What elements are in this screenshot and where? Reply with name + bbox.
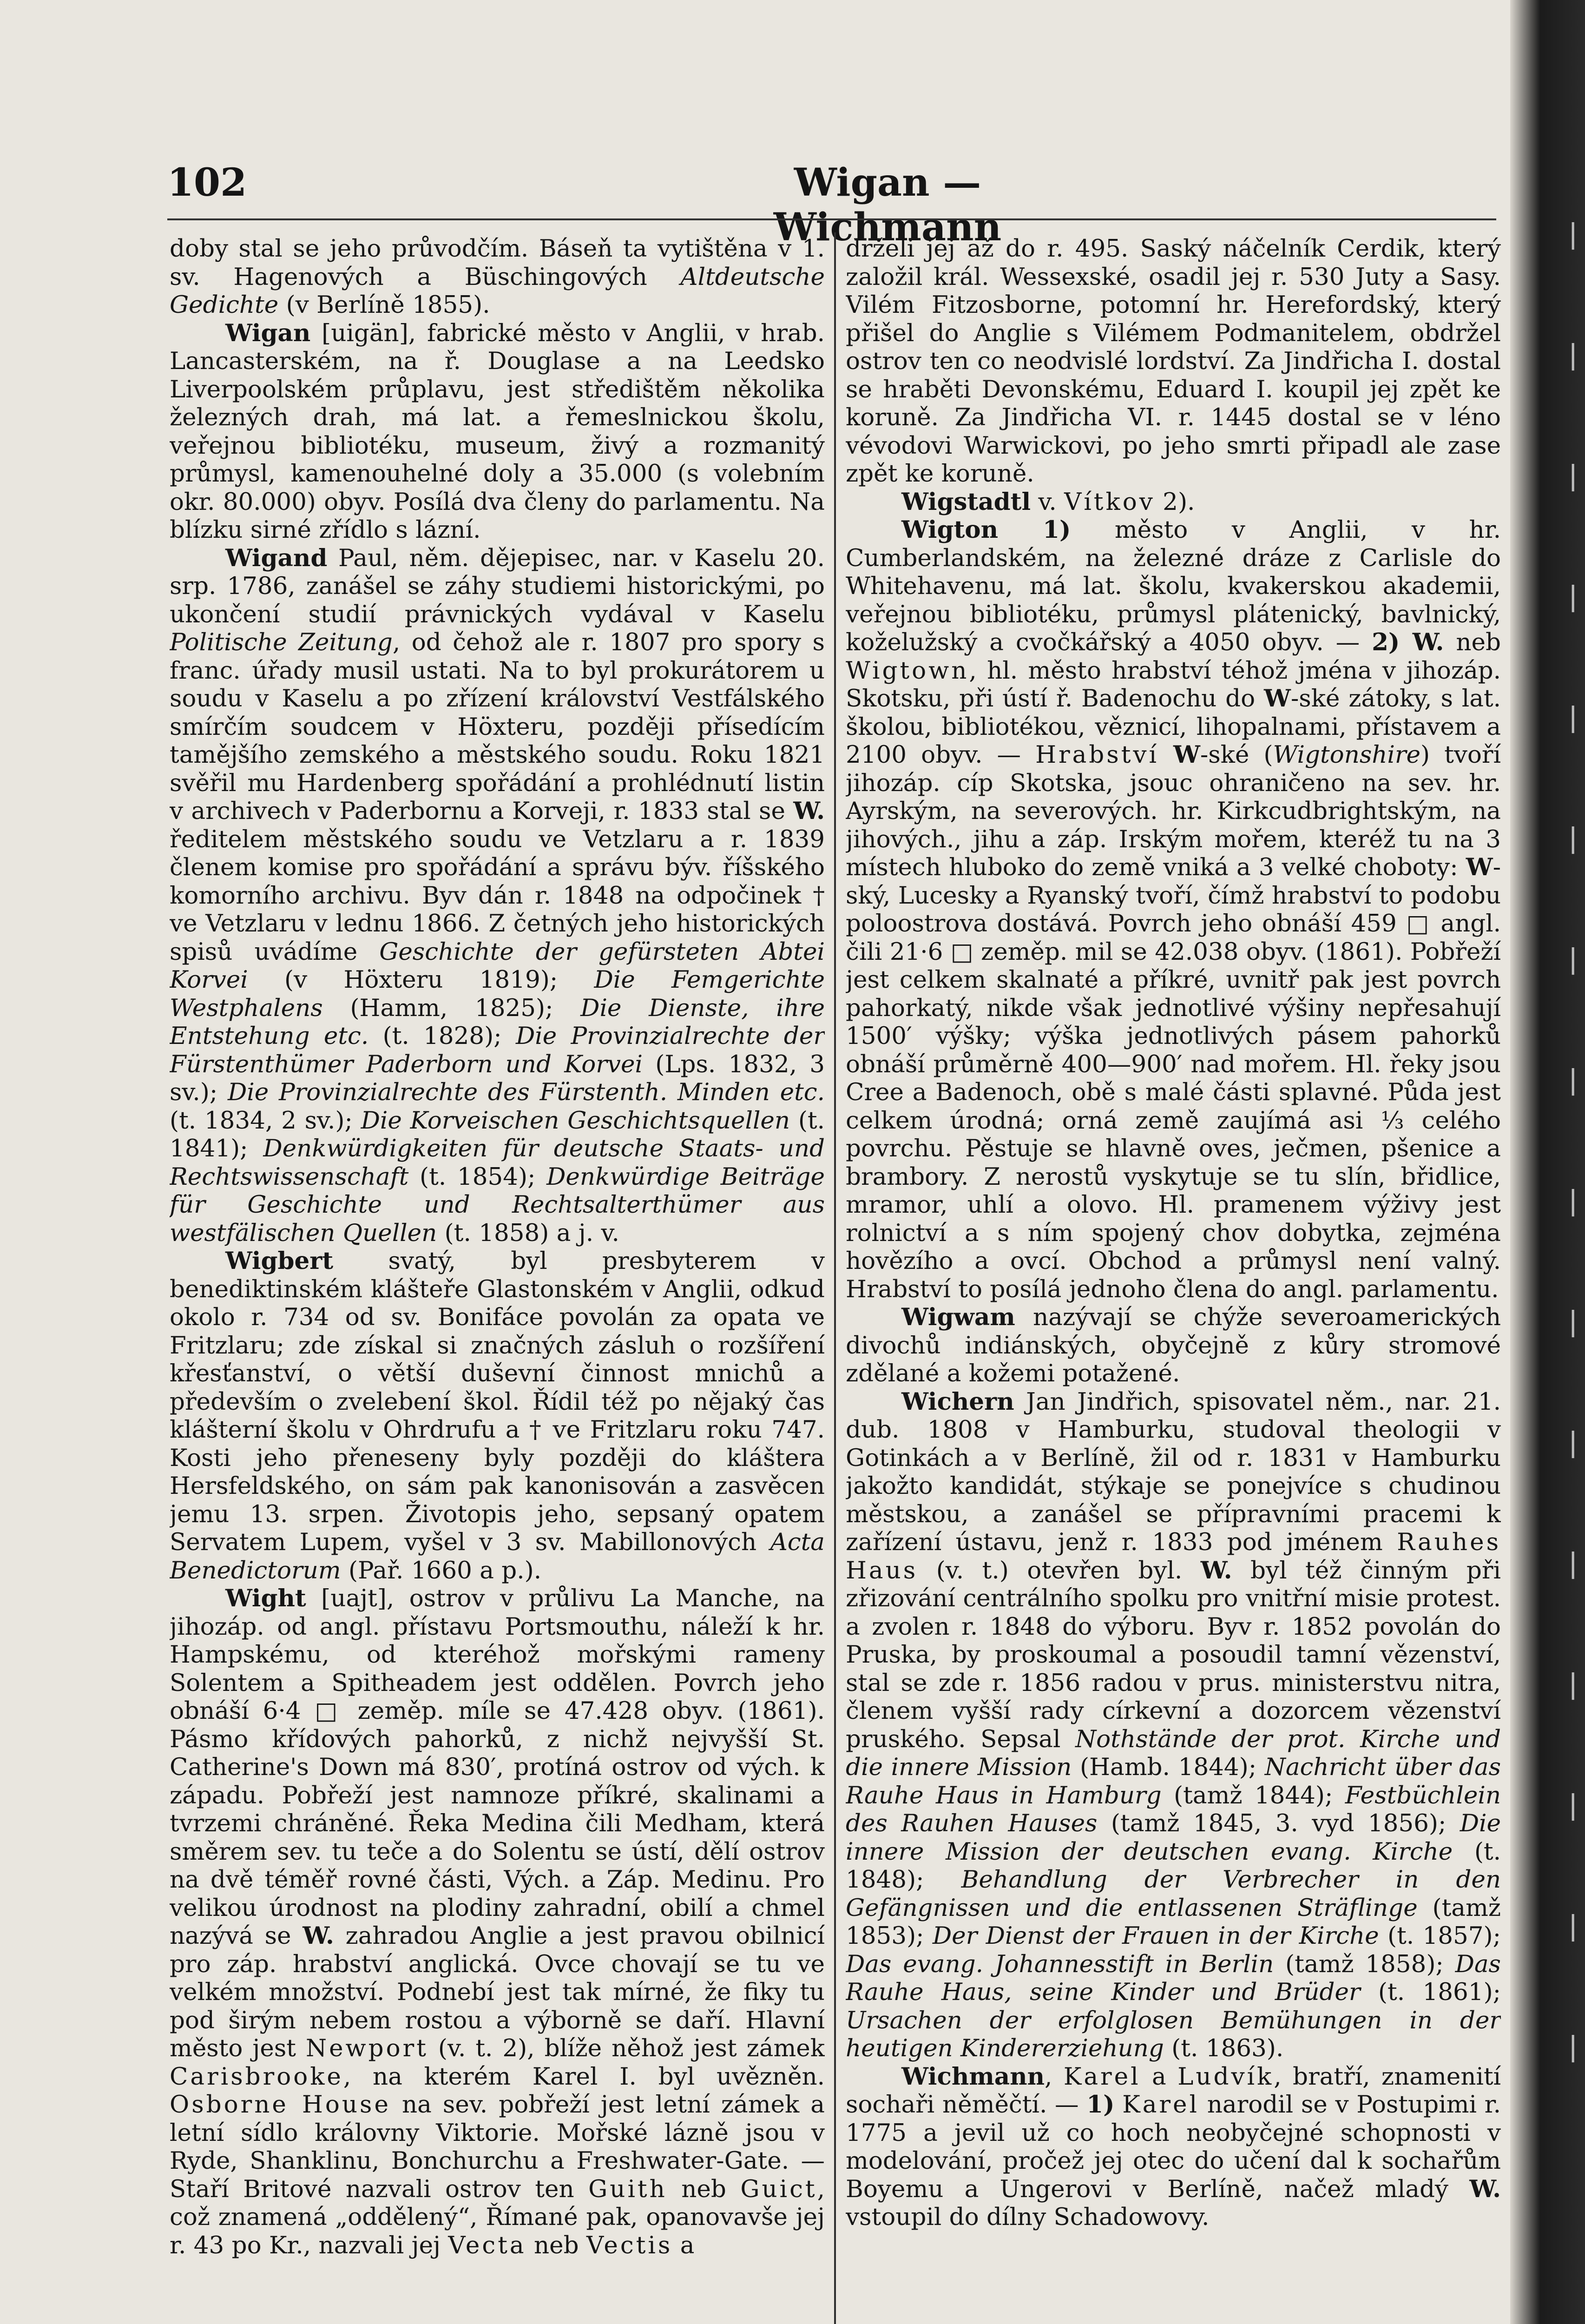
entry-text: město v Anglii, v hr. Cumberlandském, na železné dráze z Carlisle do Whitehavenu, má lat. školu, kvakerskou akademii, veřejnou bibliotéku, průmysl plátenický, bavlnický, koželužský a cvočkářský a 4050 obyv. — — [846, 516, 1501, 656]
italic-title: Das Rauhe Haus, seine Kinder und Brüder — [846, 1950, 1501, 2006]
italic-title: Denkwürdige Beiträge für Geschichte und Rechtsalterthümer aus westfälischen Quellen — [170, 1162, 825, 1247]
entry-headword: Wigstadtl — [901, 488, 1031, 516]
entry-text: doby stal se jeho průvodčím. Báseň ta vytištěna v 1. sv. Hagenových a Büschingových — [170, 235, 825, 291]
entry-text: neb — [526, 2231, 586, 2259]
spaced-term: Vítkov — [1064, 488, 1155, 516]
entry-text: (Hamb. 1844); — [1072, 1753, 1265, 1781]
entry-text: -ské ( — [1200, 741, 1273, 769]
entry-text: ředitelem městského soudu ve Vetzlaru a r. 1839 členem komise pro spořádání a správu býv. říšského komorního archivu. Byv dán r. 1848 na odpočinek † ve Vetzlaru v lednu 1866. Z četných jeho historických spisů uvádíme — [170, 825, 825, 966]
entry-text: (tamž 1853); — [846, 1894, 1501, 1950]
bold-term: W. — [1469, 2175, 1501, 2203]
entry-text: svatý, byl presbyterem v benediktinském klášteře Glastonském v Anglii, odkud okolo r. 734 od sv. Bonifáce povolán za opata ve Fritzlaru; zde získal si značných zásluh o rozšíření křesťanství, o větší duševní činnost mnichů a především o zvelebení škol. Řídil též po nějaký čas klášterní školu v Ohrdrufu a † ve Fritzlaru roku 747. Kosti jeho přeneseny byly později do kláštera Hersfeldského, on sám pak kanonisován a zasvěcen jemu 13. srpen. Životopis jeho, sepsaný opatem Servatem Lupem, vyšel v 3 sv. Mabillonových — [170, 1247, 825, 1556]
spaced-term: Vectis — [586, 2231, 673, 2259]
entry-text: (t. 1858) a j. v. — [437, 1219, 619, 1247]
entry-text: (tamž 1858); — [1274, 1950, 1455, 1978]
entry-text: , hl. město hrabství téhož jména v jihozáp. Skotsku, při ústí ř. Badenochu do — [846, 656, 1501, 713]
entry-text: (v Berlíně 1855). — [278, 291, 490, 319]
entry-text — [1114, 2091, 1122, 2119]
entry-continuation — [846, 235, 1501, 488]
spaced-term: Newport — [306, 2034, 428, 2062]
entry-text: 2). — [1155, 488, 1195, 516]
bold-term: W — [1466, 853, 1493, 881]
bold-term: 2) W. — [1372, 628, 1444, 656]
italic-title: Die Provinzialrechte des Fürstenth. Minden etc. — [228, 1078, 825, 1106]
entry-headword: Wigand — [225, 544, 328, 572]
dictionary-entry — [846, 1388, 1501, 2063]
spaced-term: Osborne House — [170, 2091, 391, 2119]
entry-text: (t. 1861); — [1360, 1978, 1501, 2006]
entry-text: (Pař. 1660 a p.). — [341, 1556, 542, 1585]
entry-continuation — [170, 235, 825, 319]
entry-text: (t. 1857); — [1379, 1922, 1501, 1950]
spaced-term: Karel — [1063, 2062, 1141, 2091]
spaced-term: Wigtown — [846, 656, 969, 685]
entry-headword: Wigbert — [225, 1247, 334, 1275]
entry-text: neb — [667, 2175, 741, 2203]
italic-title: Nothstände der prot. Kirche und die innere Mission — [846, 1725, 1501, 1781]
italic-title: Die Korveischen Geschichtsquellen — [361, 1106, 790, 1135]
entry-text: (tamž 1845, 3. vyd 1856); — [1097, 1809, 1460, 1837]
header-rule — [167, 218, 1496, 220]
entry-text: , na kterém Karel I. byl uvězněn. — [343, 2062, 825, 2091]
entry-text: narodil se v Postupimi r. 1775 a jevil už co hoch neobyčejné schopnosti v modelování, pročež jej otec do učení dal k sochařům Boyemu a Ungerovi v Berlíně, načež mladý — [846, 2091, 1501, 2203]
column-divider — [834, 232, 836, 2324]
italic-title: Behandlung der Verbrecher in den Gefängnissen und die entlassenen Sträflinge — [846, 1866, 1501, 1922]
bold-term: W — [1173, 741, 1200, 769]
dictionary-entry — [846, 2063, 1501, 2232]
entry-text: vstoupil do dílny Schadowovy. — [846, 2203, 1210, 2231]
page-edge-marks: ∣ ∣ ∣ ∣ ∣ ∣ ∣ ∣ ∣ ∣ ∣ ∣ ∣ ∣ ∣ ∣ — [1568, 220, 1578, 2067]
italic-title: Politische Zeitung — [170, 628, 393, 656]
page-header — [167, 160, 1496, 250]
spaced-term: Hrabství — [1035, 741, 1159, 769]
spaced-term: Vecta — [448, 2231, 526, 2259]
entry-headword: Wichern — [901, 1387, 1014, 1416]
italic-title: Ursachen der erfolglosen Bemühungen in der heutigen Kindererziehung — [846, 2006, 1501, 2062]
entry-text: a — [672, 2231, 695, 2259]
entry-text: -ské zátoky, s lat. školou, bibliotékou, věznicí, lihopalnami, přístavem a 2100 obyv. — — [846, 685, 1501, 769]
dictionary-entry — [846, 516, 1501, 1303]
italic-title: Altdeutsche Gedichte — [170, 263, 825, 319]
entry-text: (Hamm, 1825); — [322, 994, 581, 1022]
italic-title: Festbüchlein des Rauhen Hauses — [846, 1781, 1501, 1837]
bold-term: W. — [793, 797, 825, 825]
spaced-term: Guith — [588, 2175, 667, 2203]
entry-text: neb — [1444, 628, 1501, 656]
spaced-term: Karel — [1122, 2091, 1199, 2119]
entry-text: nazývají se chýže severoamerických divochů indiánských, obyčejně z kůry stromové zdělané a kožemi potažené. — [846, 1303, 1501, 1387]
entry-text: (tamž 1844); — [1161, 1781, 1345, 1809]
entry-text: , od čehož ale r. 1807 pro spory s franc. úřady musil ustati. Na to byl prokurátorem u soudu v Kaselu a po zřízení království Vestfálského smírčím soudcem v Höxteru, později přísedícím tamějšího zemského a městského soudu. Roku 1821 svěřil mu Hardenberg spořádání a prohlédnutí listin v archivech v Paderbornu a Korveji, r. 1833 stal se — [170, 628, 825, 825]
entry-text: [uajt], ostrov v průlivu La Manche, na jihozáp. od angl. přístavu Portsmouthu, náleží k hr. Hampskému, od kteréhož mořskými rameny Solentem a Spitheadem jest oddělen. Povrch jeho obnáší 6·4 □ zeměp. míle se 47.428 obyv. (1861). Pásmo křídových pahorků, z nichž nejvyšší St. Catherine's Down má 830′, protíná ostrov od vých. k západu. Pobřeží jest namnoze příkré, skalinami a tvrzemi chráněné. Řeka Medina čili Medham, která směrem sev. tu teče a do Solentu se ústí, dělí ostrov na dvě téměř rovné části, Vých. a Záp. Medinu. Pro velikou úrodnost na plodiny zahradní, obilí a chmel nazývá se — [170, 1585, 825, 1950]
entry-text: (t. 1854); — [408, 1162, 547, 1191]
italic-title: Die innere Mission der deutschen evang. Kirche — [846, 1809, 1501, 1866]
entry-text: (t. 1841); — [170, 1106, 825, 1162]
spaced-term: Ludvík — [1177, 2062, 1274, 2091]
entry-text: (t. 1848); — [846, 1837, 1501, 1894]
entry-text: Paul, něm. dějepisec, nar. v Kaselu 20. srp. 1786, zanášel se záhy studiemi historickými, po ukončení studií právnických vydával v Kaselu — [170, 544, 825, 628]
entry-text: a — [1140, 2062, 1178, 2091]
entry-headword: Wigton 1) — [901, 516, 1071, 544]
entry-text: (v Höxteru 1819); — [248, 966, 594, 994]
italic-title: Die Dienste, ihre Entstehung etc. — [170, 994, 825, 1050]
running-head: Wigan — Wichmann — [773, 160, 1002, 250]
entry-text: (t. 1828); — [368, 1022, 516, 1050]
entry-text: [uigän], fabrické město v Anglii, v hrab. Lancasterském, na ř. Douglase a na Leedsko Liverpoolském průplavu, jest středištěm několika železných drah, má lat. a řemeslnickou školu, veřejnou bibliotéku, museum, živý a rozmanitý průmysl, kamenouhelné doly a 35.000 (s volebním okr. 80.000) obyv. Posílá dva členy do parlamentu. Na blízku sirné zřídlo s lázní. — [170, 319, 825, 544]
entry-text: , což znamená „oddělený“, Římané pak, opanovavše jej r. 43 po Kr., nazvali jej — [170, 2175, 825, 2259]
bold-term: W. — [1200, 1556, 1232, 1585]
entry-text: -ský, Lucesky a Ryanský tvoří, čímž hrabství to podobu poloostrova dostává. Povrch jeho obnáší 459 □ angl. čili 21·6 □ zeměp. mil se 42.038 obyv. (1861). Pobřeží jest celkem skalnaté a příkré, uvnitř pak jest povrch pahorkatý, nikde však jednotlivé výšiny nepřesahují 1500′ výšky; výška jednotlivých pásem pahorků obnáší průměrně 400—900′ nad mořem. Hl. řeky jsou Cree a Badenoch, obě s malé části splavné. Půda jest celkem úrodná; orná země zaujímá asi ⅓ celého povrchu. Pěstuje se hlavně oves, ječmen, pšenice a brambory. Z nerostů vyskytuje se tu slín, břidlice, mramor, uhlí a olovo. Hl. pramenem výživy jest rolnictví a s ním spojený chov dobytka, zejména hovězího a ovcí. Obchod a průmysl není valný. Hrabství to posílá jednoho člena do angl. parlamentu. — [846, 853, 1501, 1303]
entry-text: na sev. pobřeží jest letní zámek a letní sídlo královny Viktorie. Mořské lázně jsou v Ryde, Shanklinu, Bonchurchu a Freshwater-Gate. — Staří Britové nazvali ostrov ten — [170, 2091, 825, 2203]
italic-title: Der Dienst der Frauen in der Kirche — [932, 1922, 1379, 1950]
entry-text: (v. t.) otevřen byl. — [918, 1556, 1201, 1585]
dictionary-entry — [170, 1585, 825, 2259]
left-column — [170, 235, 825, 2324]
bold-term: 1) — [1086, 2091, 1115, 2119]
italic-title: Acta Benedictorum — [170, 1528, 825, 1585]
italic-title: Geschichte der gefürsteten Abtei Korvei — [170, 938, 825, 994]
entry-text: ) tvoří jihozáp. cíp Skotska, jsouc ohraničeno na sev. hr. Ayrským, na severových. hr. Kirkcudbrightským, na jihových., jihu a záp. Irským mořem, kteréž tu na 3 místech hluboko do země vniká a 3 velké choboty: — [846, 741, 1501, 881]
entry-text: Jan Jindřich, spisovatel něm., nar. 21. dub. 1808 v Hamburku, studoval theologii v Gotinkách a v Berlíně, žil od r. 1831 v Hamburku jakožto kandidát, stýkaje se ponejvíce s chudinou městskou, a zanášel se přípravními pracemi k zařízení ústavu, jenž r. 1833 pod jménem — [846, 1387, 1501, 1556]
italic-title: Die Provinzialrechte der Fürstenthümer Paderborn und Korvei — [170, 1022, 825, 1078]
bold-term: W — [1264, 685, 1291, 713]
spaced-term: Guict — [740, 2175, 817, 2203]
italic-title: Wigtonshire — [1273, 741, 1421, 769]
entry-text: , — [1045, 2062, 1064, 2091]
entry-text — [1159, 741, 1173, 769]
entry-text: (v. t. 2), blíže něhož jest zámek — [428, 2034, 825, 2062]
dictionary-entry — [170, 544, 825, 1248]
bold-term: W. — [303, 1922, 334, 1950]
right-column — [846, 235, 1501, 2324]
entry-text: zahradou Anglie a jest pravou obilnicí pro záp. hrabství anglická. Ovce chovají se tu ve velkém množství. Podnebí jest tak mírné, že fiky tu pod širým nebem rostou a výborně se daří. Hlavní město jest — [170, 1922, 825, 2062]
entry-text: (t. 1863). — [1164, 2034, 1284, 2062]
entry-text: (t. 1834, 2 sv.); — [170, 1106, 361, 1135]
entry-text: , bratří, znamenití sochaři něměčtí. — — [846, 2062, 1501, 2119]
entry-headword: Wichmann — [901, 2062, 1045, 2091]
italic-title: Die Femgerichte Westphalens — [170, 966, 825, 1022]
entry-headword: Wigan — [225, 319, 311, 347]
dictionary-entry — [170, 319, 825, 544]
dictionary-entry — [846, 1303, 1501, 1388]
page-number: 102 — [167, 160, 247, 205]
italic-title: Denkwürdigkeiten für deutsche Staats- und Rechtswissenschaft — [170, 1135, 825, 1191]
entry-text: (Lps. 1832, 3 sv.); — [170, 1050, 825, 1106]
entry-text: drželi jej až do r. 495. Saský náčelník Cerdik, který založil král. Wessexské, osadil jej r. 530 Juty a Sasy. Vilém Fitzosborne, potomní hr. Herefordský, který přišel do Anglie s Vilémem Podmanitelem, obdržel ostrov ten co neodvislé lordství. Za Jindřicha I. dostal se hraběti Devonskému, Eduard I. koupil jej zpět ke koruně. Za Jindřicha VI. r. 1445 dostal se v léno vévodovi Warwickovi, po jeho smrti připadl ale zase zpět ke koruně. — [846, 235, 1501, 488]
italic-title: Das evang. Johannesstift in Berlin — [846, 1950, 1274, 1978]
dictionary-entry — [170, 1247, 825, 1585]
dictionary-entry — [846, 488, 1501, 516]
entry-text: v. — [1031, 488, 1065, 516]
entry-text: byl též činným při zřizování centrálního spolku pro vnitřní misie protest. a zvolen r. 1848 do výboru. Byv r. 1852 povolán do Pruska, by proskoumal a posoudil tamní vězenství, stal se zde r. 1856 radou v prus. ministerstvu nitra, členem vyšší rady církevní a dozorcem vězenství pruského. Sepsal — [846, 1556, 1501, 1753]
spaced-term: Rauhes Haus — [846, 1528, 1501, 1585]
spaced-term: Carisbrooke — [170, 2062, 343, 2091]
entry-headword: Wight — [225, 1585, 306, 1612]
italic-title: Nachricht über das Rauhe Haus in Hamburg — [846, 1753, 1501, 1809]
entry-headword: Wigwam — [901, 1303, 1015, 1331]
